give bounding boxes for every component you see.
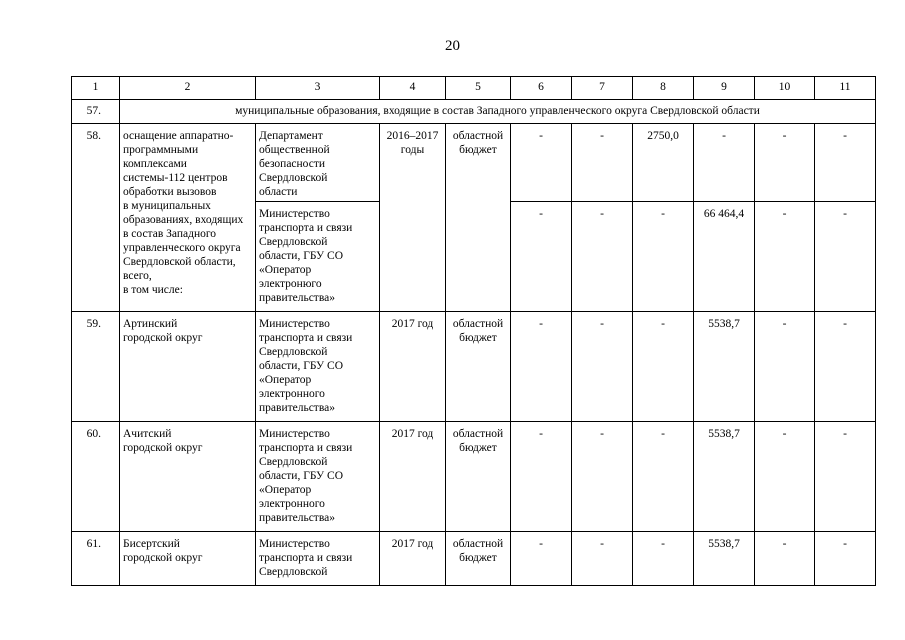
executor: Министерство транспорта и связи Свердловской (256, 532, 380, 586)
value-cell: - (815, 312, 876, 422)
header-cell: 6 (511, 77, 572, 100)
executor: Министерство транспорта и связи Свердловской области, ГБУ СО «Оператор электронного правительства» (256, 422, 380, 532)
value-cell: - (815, 124, 876, 202)
header-cell: 9 (694, 77, 755, 100)
funding-source: областной бюджет (446, 312, 511, 422)
section-row (72, 100, 876, 124)
header-cell: 5 (446, 77, 511, 100)
value-cell: - (815, 532, 876, 586)
value-cell: - (694, 124, 755, 202)
table-row (72, 422, 876, 532)
page-number: 20 (445, 38, 460, 54)
activity-name: Артинский городской округ (120, 312, 256, 422)
value-cell: - (572, 532, 633, 586)
activity-name: Бисертский городской округ (120, 532, 256, 586)
period: 2017 год (380, 422, 446, 532)
table-row (72, 532, 876, 586)
funding-source: областной бюджет (446, 422, 511, 532)
row-number: 58. (72, 124, 120, 312)
value-cell: - (633, 312, 694, 422)
table-row (72, 312, 876, 422)
value-cell: - (755, 422, 815, 532)
value-cell: - (755, 124, 815, 202)
value-cell: 5538,7 (694, 312, 755, 422)
row-number: 57. (72, 100, 120, 124)
period: 2016–2017 годы (380, 124, 446, 312)
executor: Министерство транспорта и связи Свердловской области, ГБУ СО «Оператор электронного правительства» (256, 312, 380, 422)
value-cell: - (511, 532, 572, 586)
value-cell: 5538,7 (694, 422, 755, 532)
value-cell: - (511, 202, 572, 312)
header-cell: 3 (256, 77, 380, 100)
section-title: муниципальные образования, входящие в состав Западного управленческого округа Свердловской области (120, 100, 876, 124)
header-cell: 7 (572, 77, 633, 100)
value-cell: 2750,0 (633, 124, 694, 202)
value-cell: - (572, 202, 633, 312)
row-number: 60. (72, 422, 120, 532)
value-cell: 66 464,4 (694, 202, 755, 312)
header-row (72, 77, 876, 100)
table-row (72, 124, 876, 202)
activity-name: оснащение аппаратно- программными комплексами системы-112 центров обработки вызовов в муниципальных образованиях, входящих в состав Западного управленческого округа Свердловской области, всего, в том числе: (120, 124, 256, 312)
header-cell: 10 (755, 77, 815, 100)
period: 2017 год (380, 532, 446, 586)
header-cell: 11 (815, 77, 876, 100)
activity-name: Ачитский городской округ (120, 422, 256, 532)
row-number: 61. (72, 532, 120, 586)
row-number: 59. (72, 312, 120, 422)
period: 2017 год (380, 312, 446, 422)
executor: Департамент общественной безопасности Свердловской области (256, 124, 380, 202)
executor: Министерство транспорта и связи Свердловской области, ГБУ СО «Оператор электронюго правительства» (256, 202, 380, 312)
value-cell: - (572, 124, 633, 202)
value-cell: - (511, 312, 572, 422)
value-cell: - (755, 312, 815, 422)
value-cell: - (633, 422, 694, 532)
value-cell: - (815, 202, 876, 312)
header-cell: 8 (633, 77, 694, 100)
value-cell: - (755, 202, 815, 312)
value-cell: - (511, 124, 572, 202)
value-cell: - (633, 532, 694, 586)
header-cell: 2 (120, 77, 256, 100)
value-cell: - (815, 422, 876, 532)
program-table (71, 76, 876, 586)
value-cell: - (572, 312, 633, 422)
header-cell: 4 (380, 77, 446, 100)
funding-source: областной бюджет (446, 532, 511, 586)
value-cell: 5538,7 (694, 532, 755, 586)
value-cell: - (572, 422, 633, 532)
value-cell: - (511, 422, 572, 532)
value-cell: - (755, 532, 815, 586)
funding-source: областной бюджет (446, 124, 511, 312)
header-cell: 1 (72, 77, 120, 100)
value-cell: - (633, 202, 694, 312)
